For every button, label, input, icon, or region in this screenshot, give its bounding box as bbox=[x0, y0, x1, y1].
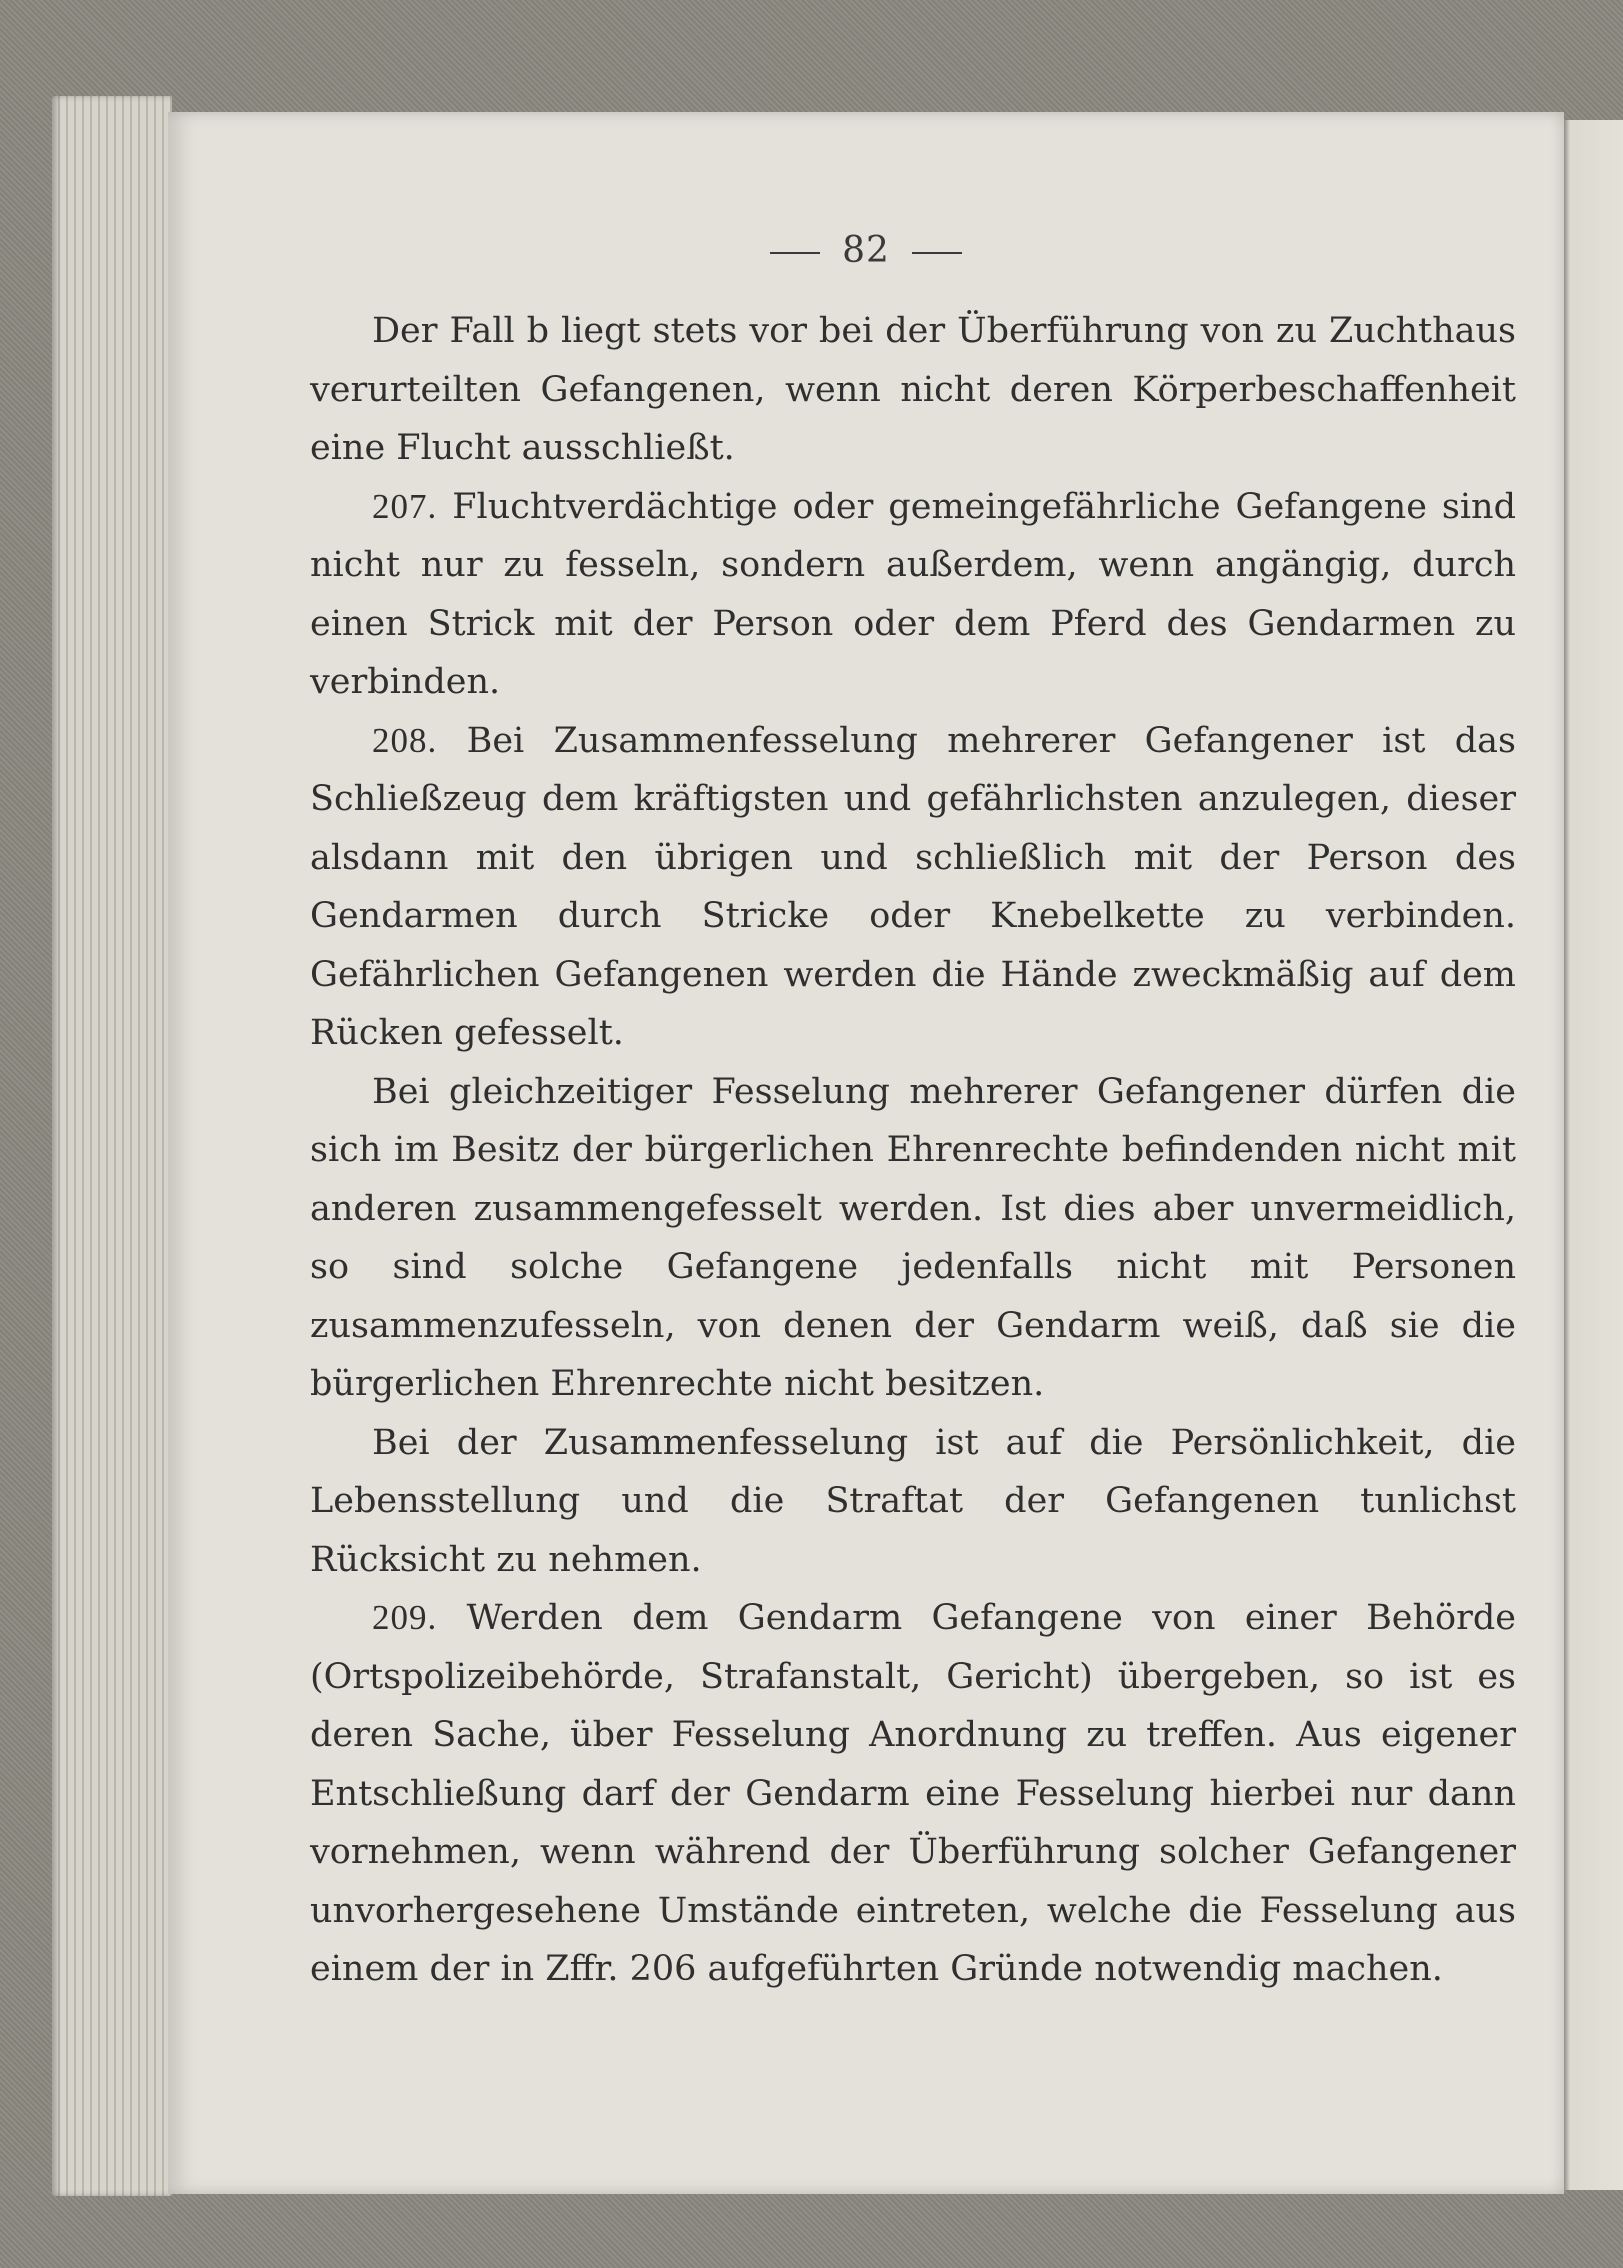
paragraph-text: Fluchtverdächtige oder gemeingefährliche Gefangene sind nicht nur zu fesseln, sondern außerdem, wenn angängig, durch einen Strick mit der Person oder dem Pferd des Gendarmen zu verbinden. bbox=[310, 486, 1516, 702]
body-text bbox=[310, 302, 1516, 1999]
section-number: 207. bbox=[372, 486, 438, 526]
paragraph bbox=[310, 712, 1516, 1063]
paragraph-text: Werden dem Gendarm Gefangene von einer Behörde (Ortspolizeibehörde, Strafanstalt, Gericht) übergeben, so ist es deren Sache, über Fesselung Anordnung zu treffen. Aus eigener Entschließung darf der Gendarm eine Fesselung hierbei nur dann vornehmen, wenn während der Überführung solcher Gefangener unvorhergesehene Umstände eintreten, welche die Fesselung aus einem der in Zffr. 206 aufgeführten Gründe notwendig machen. bbox=[310, 1598, 1516, 1989]
paragraph bbox=[310, 1589, 1516, 1999]
next-page-edge bbox=[1560, 120, 1623, 2190]
section-number: 208. bbox=[372, 720, 438, 760]
page-number-dash-left bbox=[770, 252, 820, 254]
paragraph-text: Bei der Zusammenfesselung ist auf die Persönlichkeit, die Lebensstellung und die Straftat der Gefangenen tunlichst Rücksicht zu nehmen. bbox=[310, 1422, 1516, 1580]
paragraph-text: Der Fall b liegt stets vor bei der Überführung von zu Zuchthaus verurteilten Gefangenen, wenn nicht deren Körperbeschaffenheit eine Flucht ausschließt. bbox=[310, 311, 1516, 468]
page-number bbox=[168, 230, 1564, 271]
page-number-dash-right bbox=[912, 252, 962, 254]
paragraph-text: Bei Zusammenfesselung mehrerer Gefangener ist das Schließzeug dem kräftigsten und gefährlichsten anzulegen, dieser alsdann mit den übrigen und schließlich mit der Person des Gendarmen durch Stricke oder Knebelkette zu verbinden. Gefährlichen Gefangenen werden die Hände zweckmäßig auf dem Rücken gefesselt. bbox=[310, 720, 1516, 1053]
paragraph bbox=[310, 1414, 1516, 1590]
paragraph bbox=[310, 302, 1516, 478]
section-number: 209. bbox=[372, 1598, 438, 1637]
paragraph bbox=[310, 1063, 1516, 1414]
page-edges bbox=[52, 96, 172, 2196]
paragraph bbox=[310, 478, 1516, 712]
paragraph-text: Bei gleichzeitiger Fesselung mehrerer Gefangener dürfen die sich im Besitz der bürgerlichen Ehrenrechte befindenden nicht mit anderen zusammengefesselt werden. Ist dies aber unvermeidlich, so sind solche Gefangene jedenfalls nicht mit Personen zusammenzufesseln, von denen der Gendarm weiß, daß sie die bürgerlichen Ehrenrechte nicht besitzen. bbox=[310, 1071, 1516, 1404]
page-number-value: 82 bbox=[842, 230, 890, 271]
